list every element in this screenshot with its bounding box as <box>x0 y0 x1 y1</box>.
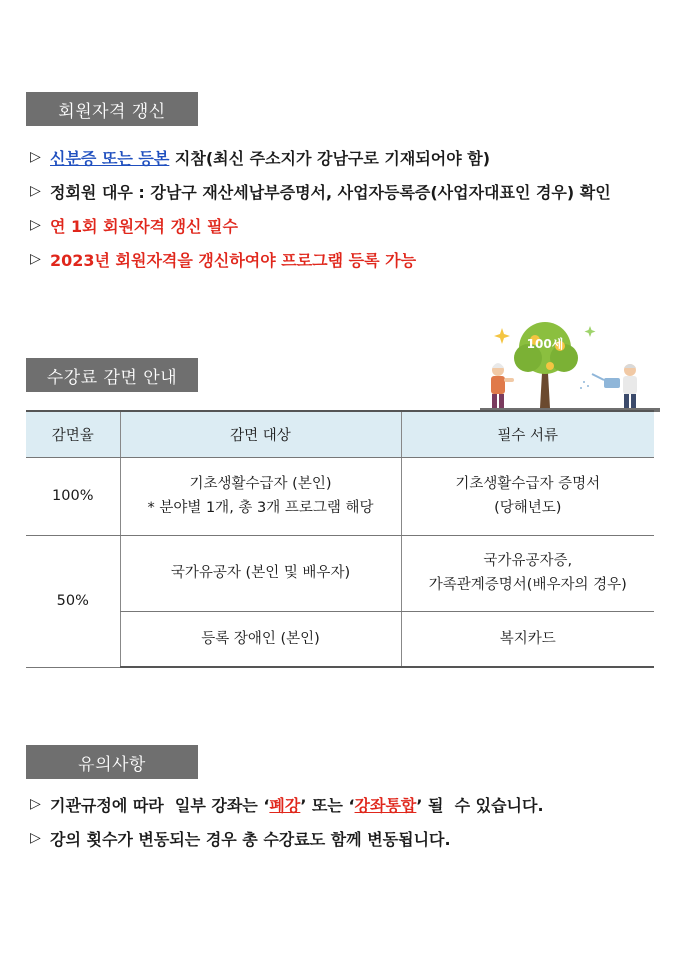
documents-text: (당해년도) <box>494 500 562 516</box>
list-item <box>30 140 670 174</box>
triangle-bullet-icon: ▷ <box>30 183 41 199</box>
list-item-text: ’ 또는 ‘ <box>300 795 355 815</box>
rate-cell: 100% <box>26 457 120 535</box>
triangle-bullet-icon: ▷ <box>30 149 41 165</box>
membership-renewal-list <box>30 140 670 276</box>
list-item <box>30 242 670 276</box>
triangle-bullet-icon: ▷ <box>30 251 41 267</box>
tree-elderly-illustration <box>480 318 660 412</box>
column-header-documents: 필수 서류 <box>401 411 654 457</box>
list-item-text: 2023년 회원자격을 갱신하여야 프로그램 등록 가능 <box>50 250 417 270</box>
section-title-notes: 유의사항 <box>26 745 198 779</box>
list-item <box>30 174 670 208</box>
fee-reduction-table <box>26 410 654 668</box>
table-row <box>26 457 654 535</box>
id-document-link[interactable]: 신분증 또는 등본 <box>50 148 170 168</box>
documents-text: 국가유공자증, <box>483 553 573 569</box>
target-cell <box>120 457 401 535</box>
list-item-text: 강의 횟수가 변동되는 경우 총 수강료도 함께 변동됩니다. <box>50 829 451 849</box>
list-item <box>30 821 670 855</box>
list-item <box>30 208 670 242</box>
closure-term: 폐강 <box>269 795 301 815</box>
table-row <box>26 611 654 667</box>
target-cell: 등록 장애인 (본인) <box>120 611 401 667</box>
triangle-bullet-icon: ▷ <box>30 217 41 233</box>
section-title-membership-renewal: 회원자격 갱신 <box>26 92 198 126</box>
notes-list <box>30 787 670 855</box>
target-cell: 국가유공자 (본인 및 배우자) <box>120 535 401 611</box>
column-header-target: 감면 대상 <box>120 411 401 457</box>
triangle-bullet-icon: ▷ <box>30 830 41 846</box>
list-item-text: 정회원 대우 : 강남구 재산세납부증명서, 사업자등록증(사업자대표인 경우) 확인 <box>50 182 611 202</box>
illustration-label: 100세 <box>526 337 564 351</box>
list-item-text: ’ 될 수 있습니다. <box>416 795 544 815</box>
section-title-fee-reduction: 수강료 감면 안내 <box>26 358 198 392</box>
target-text: 기초생활수급자 (본인) <box>189 476 332 492</box>
rate-cell: 50% <box>26 535 120 667</box>
documents-cell: 복지카드 <box>401 611 654 667</box>
documents-cell <box>401 457 654 535</box>
list-item <box>30 787 670 821</box>
target-note: * 분야별 1개, 총 3개 프로그램 해당 <box>147 500 374 516</box>
documents-text: 가족관계증명서(배우자의 경우) <box>428 577 627 593</box>
merge-term: 강좌통합 <box>354 795 417 815</box>
column-header-rate: 감면율 <box>26 411 120 457</box>
table-header-row <box>26 411 654 457</box>
documents-text: 기초생활수급자 증명서 <box>455 476 601 492</box>
list-item-text: 연 1회 회원자격 갱신 필수 <box>50 216 238 236</box>
triangle-bullet-icon: ▷ <box>30 796 41 812</box>
list-item-text: 기관규정에 따라 일부 강좌는 ‘ <box>50 795 270 815</box>
list-item-text: 지참(최신 주소지가 강남구로 기재되어야 함) <box>169 148 491 168</box>
documents-cell <box>401 535 654 611</box>
table-row <box>26 535 654 611</box>
